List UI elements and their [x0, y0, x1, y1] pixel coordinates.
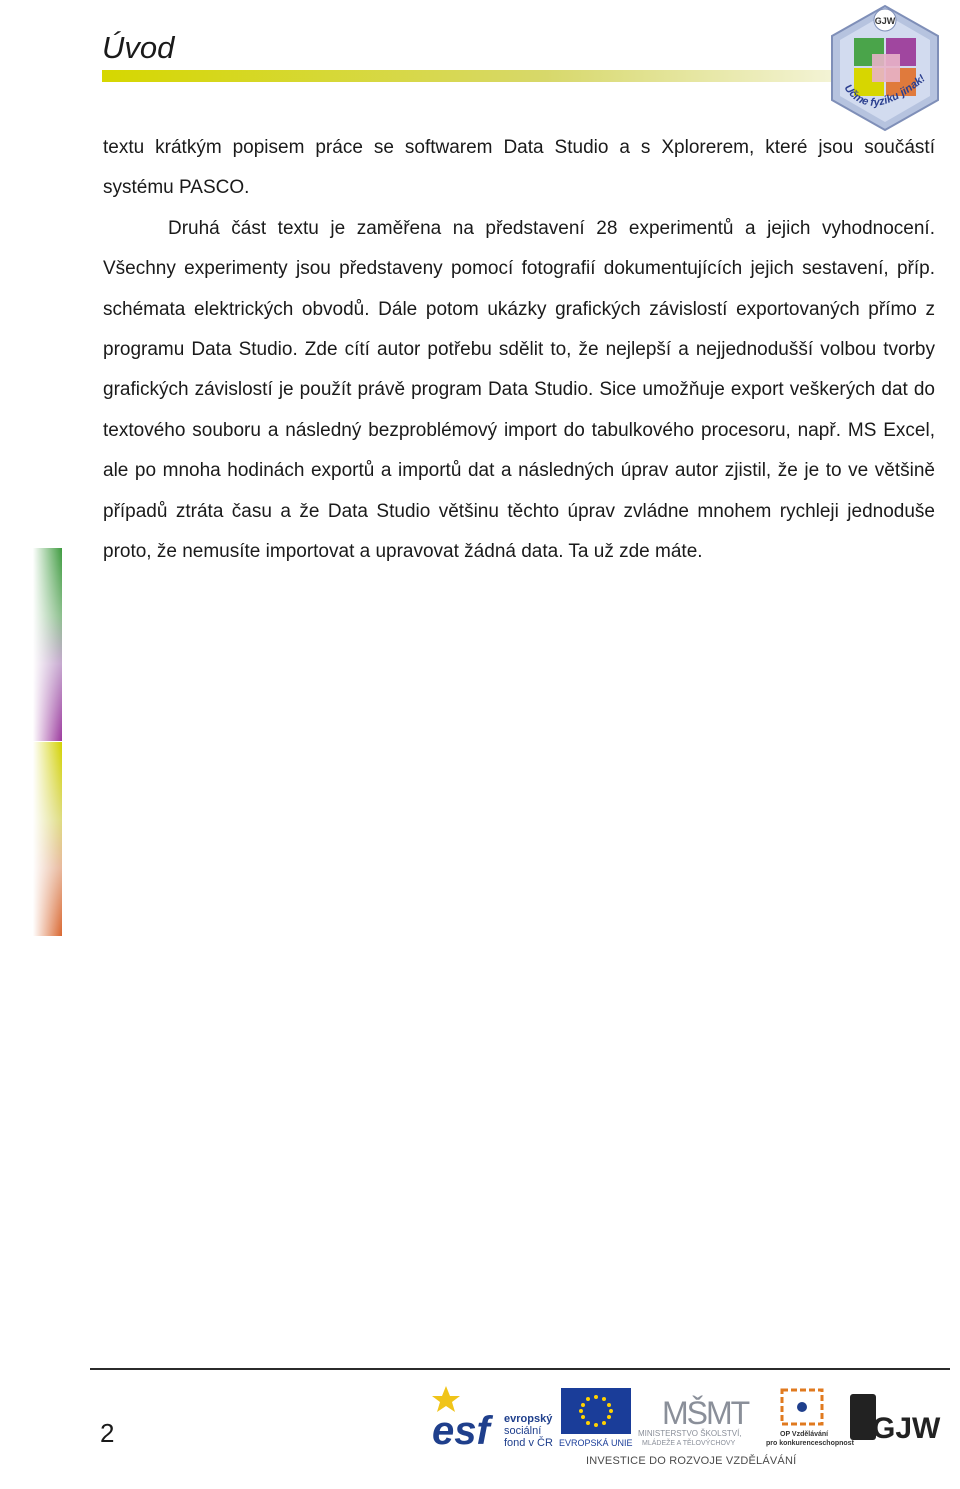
- gjw-logo: [850, 1394, 941, 1445]
- eu-label: EVROPSKÁ UNIE: [559, 1438, 633, 1448]
- eu-logo: [559, 1388, 633, 1448]
- esf-logo: [432, 1386, 553, 1453]
- msmt-line-1: MINISTERSTVO ŠKOLSTVÍ,: [638, 1429, 742, 1438]
- gjw-mark: GJW: [872, 1412, 941, 1445]
- paragraph-1: textu krátkým popisem práce se softwarem Data Studio a s Xplorerem, které jsou součástí systému PASCO.: [103, 137, 935, 199]
- logo-badge-text: GJW: [874, 16, 896, 26]
- esf-line-3: fond v ČR: [504, 1437, 553, 1449]
- msmt-mark: MŠMT: [662, 1395, 749, 1431]
- logo-motto: Učme fyziku jinak!: [841, 72, 928, 109]
- page-title: Úvod: [102, 30, 175, 65]
- side-decoration-yellow-orange: [9, 742, 62, 936]
- esf-mark: esf: [432, 1409, 490, 1453]
- funding-logos: [430, 1384, 955, 1484]
- funding-tagline: INVESTICE DO ROZVOJE VZDĚLÁVÁNÍ: [586, 1455, 797, 1467]
- paragraph-2: Druhá část textu je zaměřena na představení 28 experimentů a jejich vyhodnocení. Všechny experimenty jsou představeny pomocí fotografií dokumentujících jejich sestavení, příp. schémata elektrických obvodů. Dále potom ukázky grafických závislostí exportovaných přímo z programu Data Studio. Zde cítí autor potřebu sdělit to, že nejlepší a nejjednodušší volbou tvorby grafických závislostí je použít právě program Data Studio. Sice umožňuje export veškerých dat do textového souboru a následný bezproblémový import do tabulkového procesoru, např. MS Excel, ale po mnoha hodinách exportů a importů dat a následných úprav autor zjistil, že je to ve většině případů ztráta času a že Data Studio většinu těchto úprav zvládne mnohem rychleji jednoduše proto, že nemusíte importovat a upravovat žádná data. Ta už zde máte.: [103, 217, 935, 563]
- op-line-2: pro konkurenceschopnost: [766, 1440, 854, 1447]
- eu-flag: [561, 1388, 631, 1434]
- school-logo: [828, 4, 942, 132]
- footer-divider: [90, 1368, 950, 1370]
- op-dot-icon: [797, 1402, 807, 1412]
- logo-center-square: [872, 54, 900, 82]
- msmt-logo: [638, 1395, 750, 1447]
- body-text: [103, 128, 935, 572]
- msmt-line-2: MLÁDEŽE A TĚLOVÝCHOVY: [642, 1440, 736, 1447]
- esf-line-2: sociální: [504, 1425, 542, 1437]
- page-number: 2: [100, 1418, 115, 1448]
- side-decoration-green-purple: [9, 548, 62, 741]
- op-line-1: OP Vzdělávání: [780, 1431, 829, 1438]
- esf-line-1: evropský: [504, 1413, 553, 1425]
- title-underline: [102, 70, 840, 82]
- op-logo: [766, 1390, 855, 1447]
